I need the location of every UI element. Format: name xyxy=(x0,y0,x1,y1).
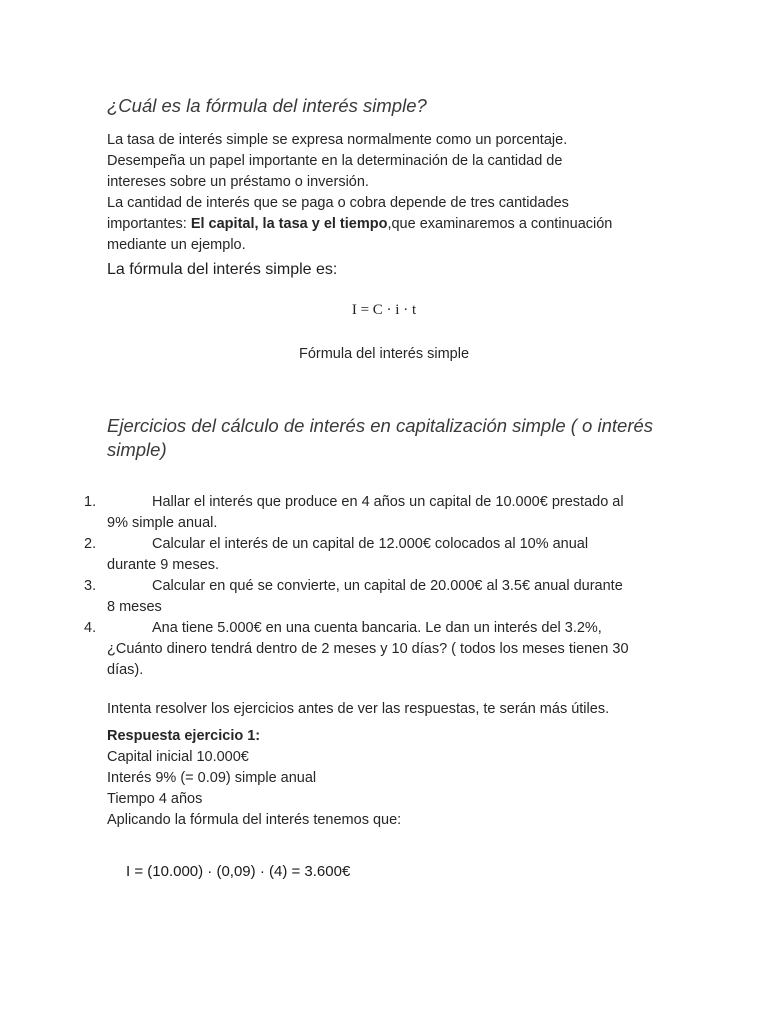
answer-title: Respuesta ejercicio 1: xyxy=(107,728,261,744)
list-item xyxy=(0,576,700,618)
text-line: Desempeña un papel importante en la determinación de la cantidad de xyxy=(107,153,563,169)
answer-line: Tiempo 4 años xyxy=(107,791,203,807)
list-text: Hallar el interés que produce en 4 años un capital de 10.000€ prestado al xyxy=(152,494,624,510)
text-run: importantes: xyxy=(107,216,191,232)
text-line: La cantidad de interés que se paga o cobra depende de tres cantidades xyxy=(107,195,569,211)
bold-text: El capital, la tasa y el tiempo xyxy=(190,216,388,232)
intro-paragraph xyxy=(107,130,697,256)
list-item xyxy=(0,534,700,576)
answer-line: Capital inicial 10.000€ xyxy=(107,749,249,765)
answer-line: Interés 9% (= 0.09) simple anual xyxy=(107,770,317,786)
list-item xyxy=(0,618,700,681)
formula-caption: Fórmula del interés simple xyxy=(298,346,470,362)
answer-line: Aplicando la fórmula del interés tenemos que: xyxy=(107,812,402,828)
list-text: Calcular en qué se convierte, un capital de 20.000€ al 3.5€ anual durante xyxy=(152,578,623,594)
list-text: días). xyxy=(107,662,144,678)
list-text: 8 meses xyxy=(107,599,162,615)
heading-line: Ejercicios del cálculo de interés en capitalización simple ( o interés xyxy=(107,415,654,436)
list-text: 9% simple anual. xyxy=(107,515,218,531)
list-number: 1. xyxy=(84,494,97,510)
list-number: 3. xyxy=(84,578,97,594)
exercise-list xyxy=(0,492,700,681)
list-text: durante 9 meses. xyxy=(107,557,220,573)
list-text: Ana tiene 5.000€ en una cuenta bancaria. Le dan un interés del 3.2%, xyxy=(152,620,602,636)
list-number: 2. xyxy=(84,536,97,552)
list-text: Calcular el interés de un capital de 12.000€ colocados al 10% anual xyxy=(152,536,589,552)
answer-block xyxy=(107,726,667,831)
text-run: ,que examinaremos a continuación xyxy=(387,216,613,232)
formula-lead: La fórmula del interés simple es: xyxy=(107,261,338,278)
text-line: mediante un ejemplo. xyxy=(107,237,246,253)
heading-line: simple) xyxy=(107,439,167,460)
section-heading-formula: ¿Cuál es la fórmula del interés simple? xyxy=(107,95,427,116)
interest-calculation: I = (10.000) · (0,09) · (4) = 3.600€ xyxy=(126,863,351,880)
list-item xyxy=(0,492,700,534)
text-line: La tasa de interés simple se expresa normalmente como un porcentaje. xyxy=(107,132,568,148)
list-number: 4. xyxy=(84,620,97,636)
section-heading-exercises xyxy=(107,414,707,462)
text-line xyxy=(107,214,697,235)
list-text: ¿Cuánto dinero tendrá dentro de 2 meses y 10 días? ( todos los meses tienen 30 xyxy=(107,641,629,657)
text-line: intereses sobre un préstamo o inversión. xyxy=(107,174,369,190)
simple-interest-formula: I = C · i · t xyxy=(351,302,417,318)
practice-note: Intenta resolver los ejercicios antes de ver las respuestas, te serán más útiles. xyxy=(107,700,610,717)
